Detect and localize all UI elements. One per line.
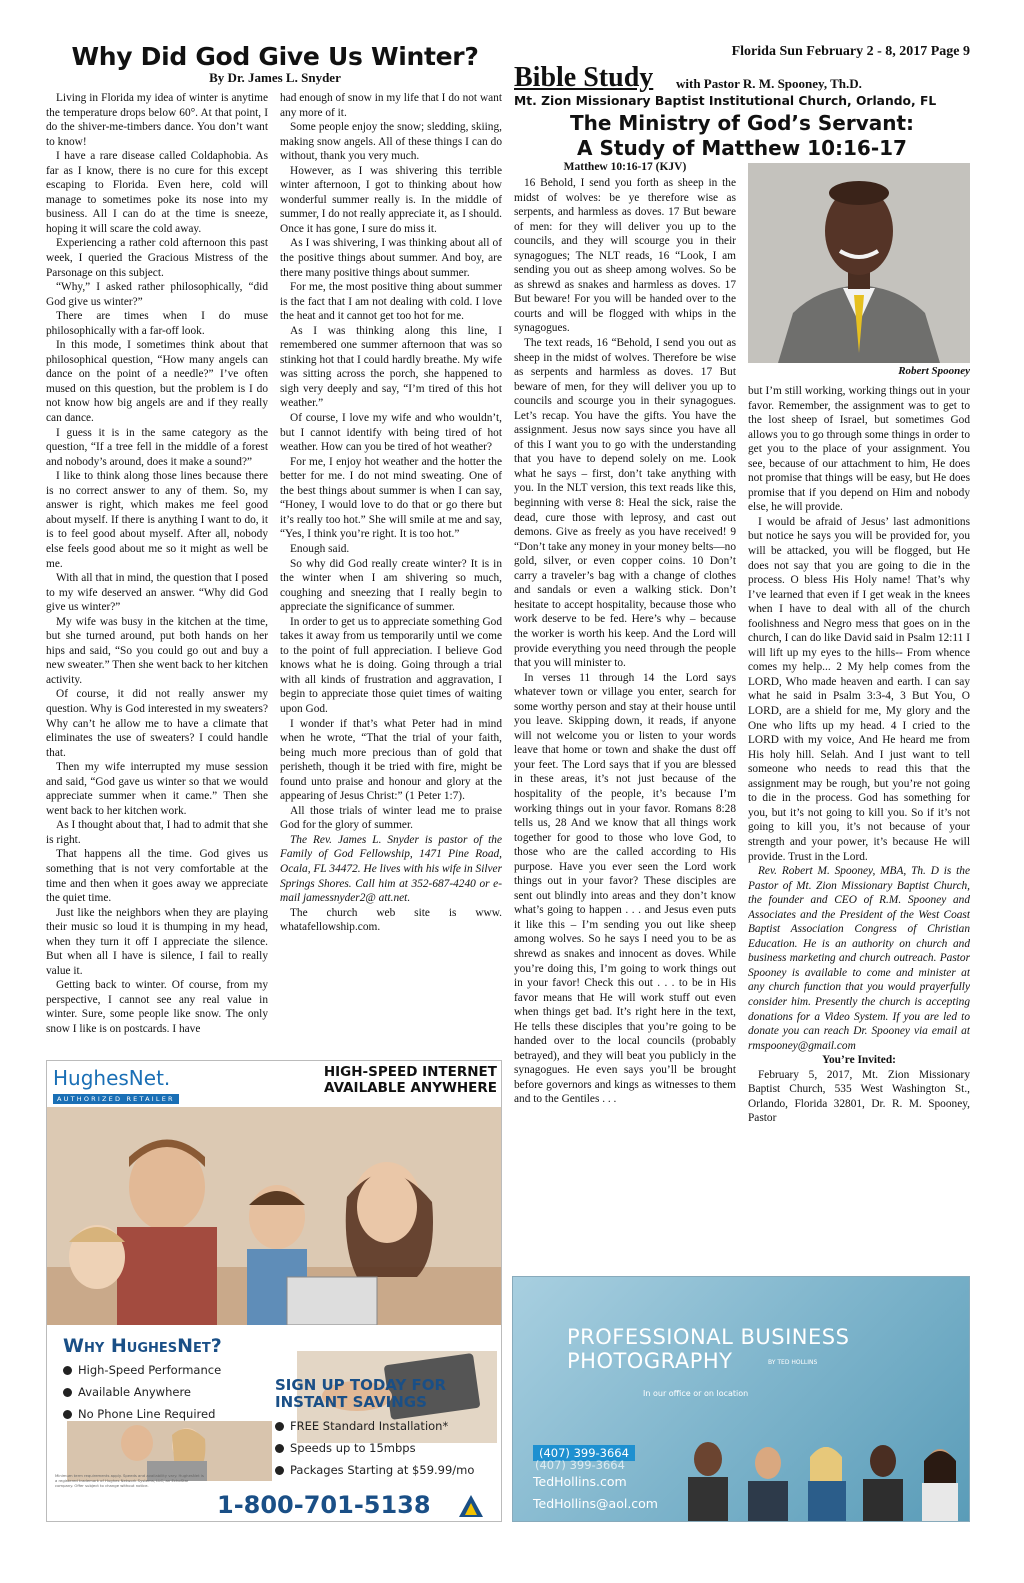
scripture-reference: Matthew 10:16-17 (KJV) <box>563 161 687 173</box>
offer-item <box>275 1441 416 1455</box>
feature-label: High-Speed Performance <box>78 1363 222 1377</box>
paragraph: In this mode, I sometimes think about that philosophical question, “How many angels can dance on the point of a needle?” I’ve often mused on this question, but the problem is I do not know how big angels are and if they really can dance. <box>46 339 268 425</box>
bullet-icon <box>275 1466 284 1475</box>
phone-number[interactable]: 1-800-701-5138 <box>217 1491 431 1519</box>
pastor-bio: Rev. Robert M. Spooney, MBA, Th. D is the Pastor of Mt. Zion Missionary Baptist Church, the founder and CEO of R.M. Spooney and Associates and the President of the West Coast Baptist Association Congress of Christian Education. He is an authority on church and business marketing and church outreach. Pastor Spooney is available to come and minister at any church function that you would prayerfully consider him. Presently the church is accepting donations for a Video System. If you are led to donate you can reach Dr. Spooney via email at rmspooney@gmail.com <box>748 865 970 1052</box>
ad-headline-line-1: HIGH-SPEED INTERNET <box>323 1064 497 1080</box>
pastor-photo <box>748 163 970 363</box>
paragraph: For me, the most positive thing about summer is the fact that I am not dealing with cold. I love the heat and it cannot get too hot for me. <box>280 281 502 323</box>
location-tagline: In our office or on location <box>643 1389 749 1398</box>
right-article-column-2 <box>748 384 970 1126</box>
signup-heading <box>275 1377 495 1411</box>
feature-item <box>63 1385 191 1399</box>
invite-text: February 5, 2017, Mt. Zion Missionary Baptist Church, 535 West Washington St., Orlando, Florida 32801, Dr. R. M. Spooney, Pastor <box>748 1068 970 1125</box>
bullet-icon <box>63 1366 72 1375</box>
why-hughesnet-heading: Why HughesNet? <box>63 1335 222 1357</box>
paragraph: There are times when I do muse philosophically with a far-off look. <box>46 310 268 337</box>
paragraph: For me, I enjoy hot weather and the hotter the better for me. I do not mind sweating. One of the best things about summer is when I can say, “Honey, I would love to do that or go there but it’s really too hot.” She will smile at me and say, “Yes, I think you’re right. It is too hot.” <box>280 455 502 541</box>
offer-label: Packages Starting at $59.99/mo <box>290 1463 475 1477</box>
ad-headline <box>297 1064 497 1096</box>
paragraph: The text reads, 16 “Behold, I send you out as sheep in the midst of wolves. Therefore be wise as serpents and harmless as doves. 17 But beware of men, for they will deliver you up to councils and scourge you in their synagogues. Let’s recap. You have the gifts. You have the assignment. Jesus now says since you have all of this I want you to go with the understanding that you have to depend solely on me. Look what he says – first, don’t take anything with you. In the NLT version, this text reads like this, beginning with verse 8: Heal the sick, raise the dead, cure those with leprosy, and cast out demons. Give as freely as you have received! 9 “Don’t take any money in your money belts—no gold, silver, or even copper coins. 10 Don’t carry a traveler’s bag with a change of clothes and sandals or even a walking stick. Don’t hesitate to accept hospitality, because those who work deserve to be fed. Here’s why – because the worker is worth his keep. And the Lord will provide everything you need through the people that you will minister to. <box>514 337 736 670</box>
fine-print: Minimum term requirements apply. Speeds and availability vary. HughesNet is a registered trademark of Hughes Network Systems, LLC, an EchoStar company. Offer subject to change without notice. <box>55 1473 204 1488</box>
paragraph: Enough said. <box>290 542 350 555</box>
feature-label: Available Anywhere <box>78 1385 191 1399</box>
paragraph: I have a rare disease called Coldaphobia. As far as I know, there is no cure for this except escaping to Florida. Even here, cold will manage to sometimes poke its nose into my business. All I can do at the time is sneeze, hoping it will scare the cold away. <box>46 150 268 235</box>
study-subtitle: A Study of Matthew 10:16-17 <box>577 136 907 160</box>
offer-label: FREE Standard Installation* <box>290 1419 449 1433</box>
photography-ad[interactable] <box>512 1276 970 1522</box>
couple-photo <box>67 1421 272 1481</box>
offer-label: Speeds up to 15mbps <box>290 1441 416 1455</box>
paragraph: Living in Florida my idea of winter is anytime the temperature drops below 60°. At that point, I do the shiver-me-timbers dance. You don’t want to know! <box>46 92 268 148</box>
family-illustration <box>47 1107 502 1325</box>
paragraph: Experiencing a rather cold afternoon this past week, I queried the Gracious Mistress of the Parsonage on this subject. <box>46 237 268 279</box>
signup-line-2: INSTANT SAVINGS <box>275 1393 427 1411</box>
headshot <box>922 1449 958 1522</box>
portrait-illustration <box>748 163 970 363</box>
left-article-byline: By Dr. James L. Snyder <box>209 70 341 85</box>
paragraph: In verses 11 through 14 the Lord says whatever town or village you enter, search for some worthy person and stay at their house until you leave. Skipping down, it reads, if anyone will not welcome you or listen to your words leave that home or town and shake the dust off your feet. The Lord says that if you are blessed in these areas, it’s not just because of the hospitality of the people, it’s because I’m working things out in your favor. Romans 8:28 tells us, 28 And we know that all things work together for good to those who love God, to those who are the called according to His purpose. Have you ever seen the Lord work things out in your favor? These disciples are sent out blindly into areas and they don’t know what’s going to happen . . . and Jesus even puts it like this – I’m sending you out like sheep among wolves. So he says I need you to be as shrewd as snakes and innocent as doves. While you’re doing this, I’m going to work things out in your favor! Check this out . . . to be in His favor means that He will work stuff out even when things get bad. It’s right here in the text, He tells these disciples that you’re going to be handed over to the local councils (probably betrayed), and they will beat you publicly in the synagogues. He even says you’ll be brought before governors and kings as witnesses to them and to the Gentiles . . . <box>514 671 736 1106</box>
church-line: Mt. Zion Missionary Baptist Institutional Church, Orlando, FL <box>514 94 937 108</box>
paragraph: but I’m still working, working things out in your favor. Remember, the assignment was to get to the lost sheep of Israel, but sometimes God allows you to go through some things in order to get you to the place of your assignment. You see, because of our attachment to him, He does not promise that things will be easy, but He does promise that if you depend on Him and nobody else, he will provide. <box>748 385 970 514</box>
study-title: The Ministry of God’s Servant: <box>569 111 915 135</box>
website-link[interactable]: TedHollins.com <box>533 1474 627 1489</box>
feature-item <box>63 1407 215 1421</box>
bullet-icon <box>63 1410 72 1419</box>
paragraph: As I thought about that, I had to admit that she is right. <box>46 819 268 846</box>
invite-heading: You’re Invited: <box>822 1054 896 1067</box>
ad-title-line-1: PROFESSIONAL BUSINESS <box>567 1325 850 1349</box>
author-bio: The Rev. James L. Snyder is pastor of the Family of God Fellowship, 1471 Pine Road, Ocala, FL 34472. He lives with his wife in Silver Springs Shores. Call him at 352-687-4240 or e-mail jamessnyder2@ att.net. <box>280 833 502 905</box>
paragraph: 16 Behold, I send you forth as sheep in the midst of wolves: be ye therefore wise as serpents, and harmless as doves. 17 But beware of men: for they will deliver you up to the councils, and they will scourge you in their synagogues; The NLT reads, 16 “Look, I am sending you out as sheep among wolves. So be as shrewd as snakes and harmless as doves. 17 But beware! For you will be handed over to the courts and will be flogged with whips in the synagogues. <box>514 177 736 335</box>
hughesnet-logo: HughesNet. <box>53 1066 171 1090</box>
paragraph: That happens all the time. God gives us something that is not very comfortable at the time and then when it goes away we appreciate the quiet time. <box>46 848 268 905</box>
pastor-line: with Pastor R. M. Spooney, Th.D. <box>676 76 862 91</box>
left-article-title: Why Did God Give Us Winter? <box>71 42 479 71</box>
paragraph: I would be afraid of Jesus’ last admonitions but notice he says you will be provided for, you will be attacked, you will be flogged, but He does not say that you are going to die in the process. O bless His Holy name! That’s why I’ve learned that even if I get weak in the knees when I have to deal with all of the church foolishness and Negro mess that goes on in the church, I can do like David said in Psalm 12:11 I will lift up my eyes to the hills-- From whence comes my help... 2 My help comes from the LORD, Who made heaven and earth. I can say what he said in Psalm 3:3-4, 3 But You, O LORD, are a shield for me, My glory and the One who lifts up my head. 4 I cried to the LORD with my voice, And He heard me from His holy hill. Selah. And I just want to tell someone who needs to read this that the assignment may be rough, but you’re not going to die in the process. God has something for you, but it’s not going to kill you. So if it’s not going to kill you, it’s not because of your strength and your power, it’s because He will provide. Trust in the Lord. <box>748 515 970 863</box>
page-header: Florida Sun February 2 - 8, 2017 Page 9 <box>731 44 970 59</box>
paragraph: had enough of snow in my life that I do not want any more of it. <box>280 92 502 119</box>
email-link[interactable]: TedHollins@aol.com <box>533 1496 658 1511</box>
paragraph: Some people enjoy the snow; sledding, skiing, making snow angels. All of these things I can do without, thank you very much. <box>280 121 502 163</box>
headshot <box>863 1445 903 1522</box>
paragraph: However, as I was shivering this terrible winter afternoon, I got to thinking about how wonderful summer really is. In the middle of summer, I do not really appreciate it, as I should. Once it has gone, I sure do miss it. <box>280 164 502 235</box>
paragraph: My wife was busy in the kitchen at the time, but she turned around, put both hands on her hips and said, “So you could go out and buy a new sweater.” Then she went back to her kitchen activity. <box>46 615 268 686</box>
headshot <box>748 1447 788 1522</box>
bullet-icon <box>275 1444 284 1453</box>
paragraph: So why did God really create winter? It is in the winter when I am shivering so much, coughing and sneezing that I really begin to appreciate the significance of summer. <box>280 557 502 614</box>
feature-item <box>63 1363 221 1377</box>
paragraph: I like to think along those lines because there is no correct answer to any of them. So, my answer is right, which makes me feel good about myself. If there is anything I want to do, it is to feel good about myself. After all, nobody else feels good about me so it might as well be me. <box>46 470 268 570</box>
ad-headline-line-2: AVAILABLE ANYWHERE <box>324 1080 497 1096</box>
paragraph: Of course, it did not really answer my question. Why is God interested in my sweaters? Why can’t he allow me to have a climate that eliminates the use of sweaters? I could handle that. <box>46 688 268 759</box>
photographer-credit: BY TED HOLLINS <box>768 1359 818 1366</box>
offer-item <box>275 1419 448 1433</box>
headshots-illustration <box>678 1437 968 1522</box>
paragraph: With all that in mind, the question that I posed to my wife deserved an answer. “Why did God give us winter?” <box>46 572 268 614</box>
left-article-column-1 <box>46 91 268 1049</box>
feature-label: No Phone Line Required <box>78 1407 216 1421</box>
paragraph: I wonder if that’s what Peter had in mind when he wrote, “That the trial of your faith, being much more precious than of gold that perisheth, though it be tried with fire, might be found unto praise and honour and glory at the appearing of Jesus Christ:” (1 Peter 1:7). <box>280 717 502 803</box>
church-website: The church web site is www. whatafellowship.com. <box>280 906 502 934</box>
paragraph: All those trials of winter lead me to praise God for the glory of summer. <box>280 804 502 832</box>
hughesnet-ad[interactable] <box>46 1060 502 1522</box>
photo-caption: Robert Spooney <box>898 365 970 377</box>
paragraph: Just like the neighbors when they are playing their music so loud it is thumping in my head, when they turn it off I appreciate the silence. But when all I have is silence, I fail to really value it. <box>46 906 268 977</box>
bullet-icon <box>63 1388 72 1397</box>
phone-number[interactable]: (407) 399-3664 <box>533 1445 635 1461</box>
couple-illustration <box>67 1421 272 1481</box>
left-article-column-2 <box>280 91 502 1049</box>
paragraph: Getting back to winter. Of course, from my perspective, I cannot see any real value in winter. Sure, some people like snow. The only snow I like is on postcards. I have <box>46 979 268 1035</box>
paragraph: I guess it is in the same category as the question, “If a tree fell in the middle of a forest and nobody’s around, does it make a sound?” <box>46 426 268 468</box>
paragraph: Of course, I love my wife and who wouldn’t, but I cannot identify with being tired of hot weather. How can you be tired of hot weather? <box>280 412 502 454</box>
offer-item <box>275 1463 474 1477</box>
family-photo <box>47 1107 502 1325</box>
right-article-column-1 <box>514 176 736 1270</box>
paragraph: As I was shivering, I was thinking about all of the positive things about summer. And boy, are there many positive things about summer. <box>280 237 502 279</box>
paragraph: “Why,” I asked rather philosophically, “did God give us winter?” <box>46 281 268 308</box>
altitude-logo-icon <box>457 1493 485 1519</box>
bullet-icon <box>275 1422 284 1431</box>
signup-line-1: SIGN UP TODAY FOR <box>275 1376 447 1394</box>
headshot <box>808 1447 846 1522</box>
hughesnet-logo-subtitle: AUTHORIZED RETAILER <box>53 1094 179 1104</box>
paragraph: As I was thinking along this line, I remembered one summer afternoon that was so stinking hot that I could hardly breathe. My wife was sitting across the porch, she happened to sigh very deeply and say, “I’m tired of this hot weather.” <box>280 324 502 410</box>
ad-title-line-2: PHOTOGRAPHY <box>567 1349 733 1373</box>
headshot <box>688 1442 728 1522</box>
paragraph: Then my wife interrupted my muse session and said, “God gave us winter so that we would appreciate summer when it came.” Then she went back to her kitchen work. <box>46 761 268 817</box>
phone-number-echo: (407) 399-3664 <box>535 1458 625 1472</box>
section-title: Bible Study <box>514 62 654 93</box>
paragraph: In order to get us to appreciate something God takes it away from us temporarily until we come to the point of full appreciation. I believe God knows what he is doing. Going through a trial with all kinds of frustration and aggravation, I begin to appreciate those quiet times of waiting upon God. <box>280 615 502 715</box>
